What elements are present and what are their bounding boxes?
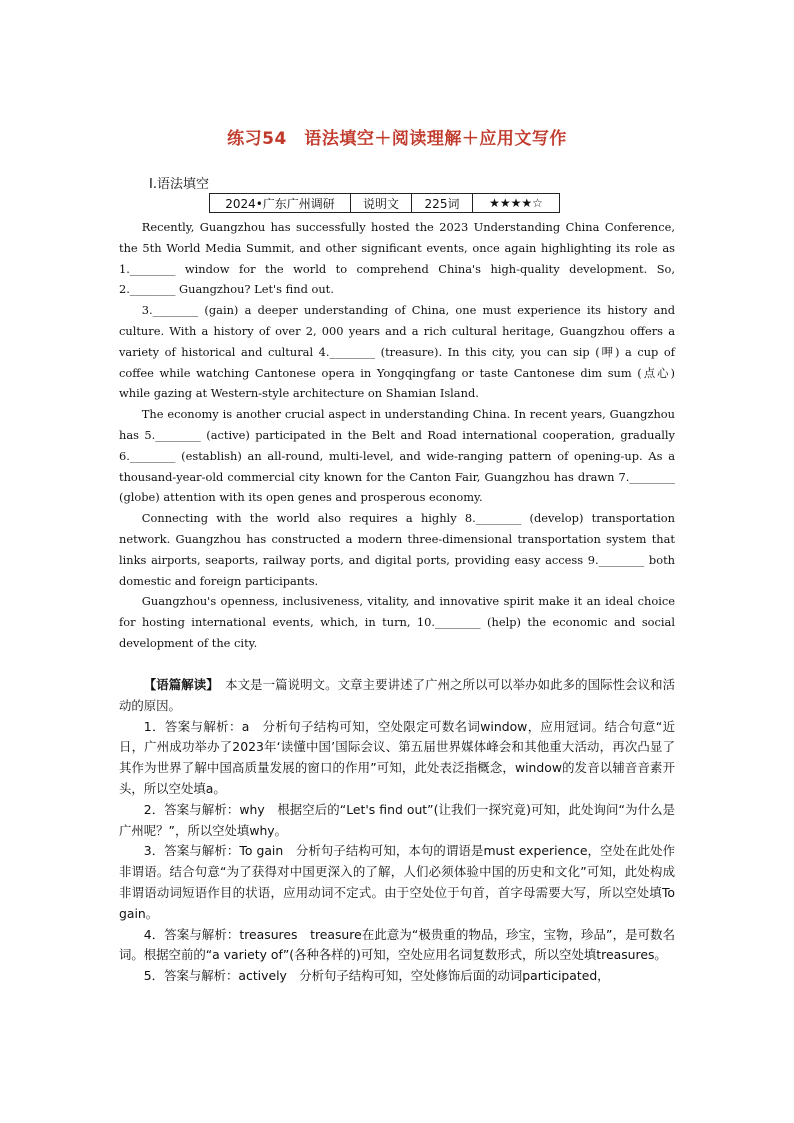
passage-paragraph: Guangzhou's openness, inclusiveness, vitality, and innovative spirit make it an ideal choice for hosting international events, which, in turn, 10.________ (help) the economic and social development of the city. xyxy=(119,594,675,650)
section-heading: Ⅰ.语法填空 xyxy=(149,177,209,192)
passage-paragraph: Recently, Guangzhou has successfully hosted the 2023 Understanding China Conference, the 5th World Media Summit, and other significant events, once again highlighting its role as 1.________ window for the world to comprehend China's high-quality development. So, 2.________ Guangzhou? Let's find out. xyxy=(119,220,675,297)
passage-info-table xyxy=(209,193,560,213)
answer-item: 2．答案与解析：why 根据空后的“Let's find out”(让我们一探究竟)可知，此处询问“为什么是广州呢？”，所以空处填why。 xyxy=(119,801,675,838)
answer-analysis xyxy=(119,675,675,987)
discourse-intro-label: 【语篇解读】 xyxy=(143,677,213,692)
discourse-intro xyxy=(119,675,675,717)
genre-cell: 说明文 xyxy=(351,194,412,213)
page-title: 练习54 语法填空＋阅读理解＋应用文写作 xyxy=(227,129,567,149)
passage-paragraph: 3.________ (gain) a deeper understanding of China, one must experience its history and culture. With a history of over 2, 000 years and a rich cultural heritage, Guangzhou offers a variety of historical and cultural 4.________ (treasure). In this city, you can sip (呷) a cup of coffee while watching Cantonese opera in Yongqingfang or taste Cantonese dim sum (点心) while gazing at Western-style architecture on Shamian Island. xyxy=(119,303,675,401)
reading-passage xyxy=(119,217,675,654)
passage-paragraph: Connecting with the world also requires a highly 8.________ (develop) transportation network. Guangzhou has constructed a modern three-dimensional transportation system that links airports, seaports, railway ports, and digital ports, providing easy access 9.________ both domestic and foreign participants. xyxy=(119,511,675,588)
source-cell: 2024•广东广州调研 xyxy=(210,194,351,213)
discourse-intro-text: 本文是一篇说明文。文章主要讲述了广州之所以可以举办如此多的国际性会议和活动的原因。 xyxy=(119,677,675,713)
word-count-cell: 225词 xyxy=(412,194,473,213)
answer-item: 3．答案与解析：To gain 分析句子结构可知，本句的谓语是must experience，空处在此处作非谓语。结合句意“为了获得对中国更深入的了解，人们必须体验中国的历史和文化”可知，此处构成非谓语动词短语作目的状语，应用动词不定式。由于空处位于句首，首字母需要大写，所以空处填To gain。 xyxy=(119,843,675,921)
passage-paragraph: The economy is another crucial aspect in understanding China. In recent years, Guangzhou has 5.________ (active) participated in the Belt and Road international cooperation, gradually 6.________ (establish) an all-round, multi-level, and wide-ranging pattern of opening-up. As a thousand-year-old commercial city known for the Canton Fair, Guangzhou has drawn 7.________ (globe) attention with its open genes and prosperous economy. xyxy=(119,407,675,505)
difficulty-rating-cell: ★★★★☆ xyxy=(473,194,560,213)
answer-item: 4．答案与解析：treasures treasure在此意为“极贵重的物品，珍宝，宝物，珍品”，是可数名词。根据空前的“a variety of”(各种各样的)可知，空处应用名词复数形式，所以空处填treasures。 xyxy=(119,926,675,963)
passage-info-row xyxy=(210,194,560,213)
answer-item: 1．答案与解析：a 分析句子结构可知，空处限定可数名词window，应用冠词。结合句意“近日，广州成功举办了2023年‘读懂中国’国际会议、第五届世界媒体峰会和其他重大活动，再次凸显了其作为世界了解中国高质量发展的窗口的作用”可知，此处表泛指概念，window的发音以辅音音素开头，所以空处填a。 xyxy=(119,718,675,796)
answer-item: 5．答案与解析：actively 分析句子结构可知，空处修饰后面的动词participated， xyxy=(143,968,610,984)
